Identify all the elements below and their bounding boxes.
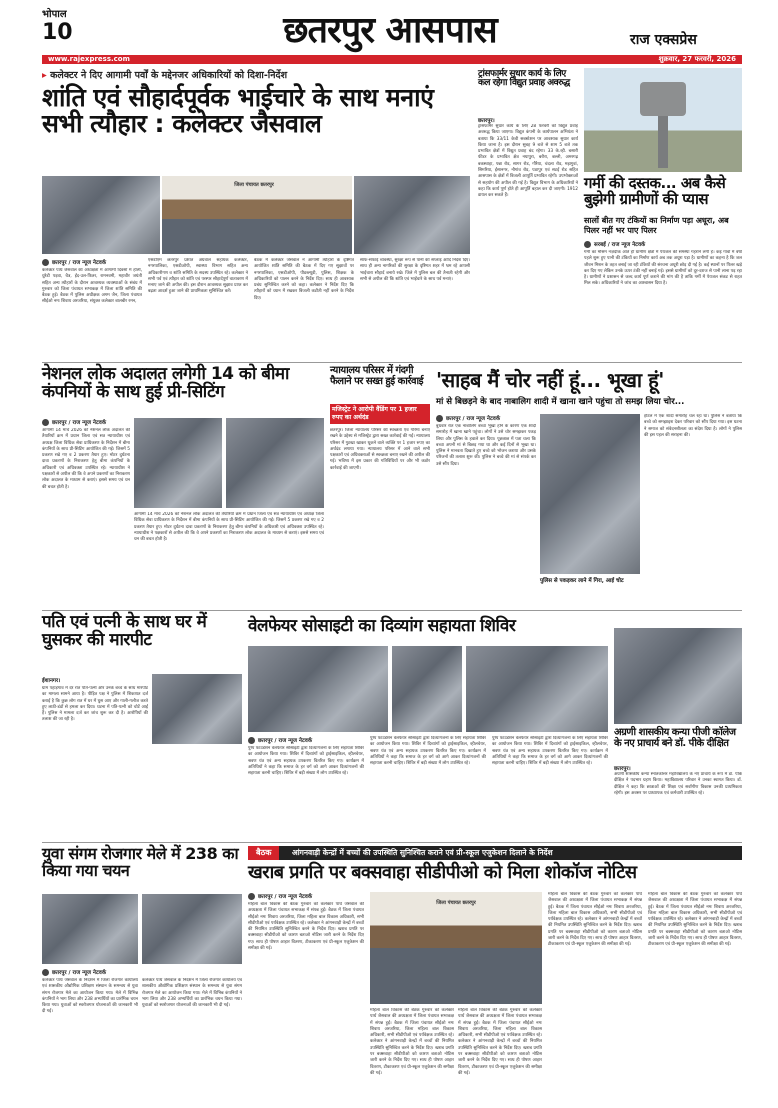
article-body: बुधवार रात एक नाबालिग बच्चा भूखा होने के कारण एक शादी समारोह में खाना खाने पहुंचा। लोगों ने उसे चोर समझकर पकड़ लिया और पुलिस के हवाले कर दिया। पूछताछ में पता चला कि बच्चा अपनी मां से बिछड़ गया था और कई दिनों से भूखा था। पुलिस ने मानवता दिखाते हुए बच्चे को भोजन कराया और उसके परिजनों की तलाश शुरू की। पुलिस ने बच्चे की मां से संपर्क कर उसे सौंप दिया। [436,424,536,467]
byline: सरबई / राज न्यूज नेटवर्क [584,240,742,248]
photo-caption: पुलिस से पकड़कर लाने में गिरा, आई चोट [540,578,624,584]
masthead [0,0,778,63]
story-college [614,614,742,840]
reporter-icon [436,415,443,422]
headline: खराब प्रगति पर बक्सवाहा सीडीपीओ को मिला शोकॉज नोटिस [248,862,637,883]
headline: युवा संगम रोजगार मेले में 238 का किया गया चयन [42,844,239,880]
headline: अग्रणी शासकीय कन्या पीजी कॉलेज के नए प्राचार्य बने डॉ. पीके दीक्षित [614,727,736,749]
headline: 'साहब मैं चोर नहीं हूं... भूखा हूं' [436,368,664,392]
article-col-3: बैठक में कलेक्टर जैसवाल ने आगामी त्यौहारों के दृष्टिगत आयोजित शांति समिति की बैठक में दिए गए सुझावों पर नगरपालिका, एसडीओपी, पीडब्ल्यूडी, पुलिस, शिक्षक के अधिकारियों को पालन करने के निर्देश दिए। साथ ही आवश्यक प्रबंध सुनिश्चित करने को कहा। कलेक्टर ने निर्देश दिए कि त्यौहारों को ध्यान में रखकर बिजली कटौती नहीं करने के निर्देश दिए। [254,258,354,301]
camp-photo-1 [248,646,388,732]
article-body-3: महिला बाल विकास की बैठक गुरुवार को कलेक्टर पार्थ जैसवाल की अध्यक्षता में जिला पंचायत सभाकक्ष में संपन्न हुई। बैठक में जिला पंचायत सीईओ नमः शिवाय अरजरिया, जिला महिला बाल विकास अधिकारी, सभी सीडीपीओ एवं पर्यवेक्षक उपस्थित रहे। कलेक्टर ने आंगनवाड़ी केन्द्रों में बच्चों की नियमित उपस्थिति सुनिश्चित करने के निर्देश दिए। खराब प्रगति पर बक्सवाहा सीडीपीओ को कारण बताओ नोटिस जारी करने के निर्देश दिए गए। साथ ही पोषण आहार वितरण, टीकाकरण एवं प्री-स्कूल एजुकेशन की समीक्षा की गई। [458,1008,542,1076]
story-husband [42,614,242,840]
photo-sign: जिला पंचायत छतरपुर [234,182,274,188]
article-body: अग्रणी शासकीय कन्या स्नातकोत्तर महाविद्यालय के नए प्राचार्य के रूप में डॉ. पीके दीक्षित ने पदभार ग्रहण किया। महाविद्यालय परिवार ने उनका स्वागत किया। डॉ. दीक्षित ने कहा कि छात्राओं की शिक्षा एवं सर्वांगीण विकास उनकी प्राथमिकता रहेगी। इस अवसर पर प्राध्यापक एवं कर्मचारी उपस्थित रहे। [614,772,742,796]
headline: पति एवं पत्नी के साथ घर में घुसकर की मारपीट [42,612,207,650]
article-col-1: कलेक्टर पार्थ जैसवाल की अध्यक्षता में आगामी दिवसों में होली, धुरेडी पड़वा, चैत्र, ईद-उल-फितर, रामनवमी, महावीर जयंती सहित अन्य त्यौहारों के दौरान आवश्यक व्यवस्थाओं के संबंध में गुरुवार को जिला पंचायत सभाकक्ष में जिला शांति समिति की बैठक हुई। बैठक में पुलिस अधीक्षक अगम जैन, जिला पंचायत सीईओ नमः शिवाय अरजरिया, संयुक्त कलेक्टर बालबीर रमन, [42,268,142,305]
article-body: कलेक्टर पार्थ जैसवाल के निर्देशन में जिला रोजगार कार्यालय एवं शासकीय औद्योगिक प्रशिक्षण संस्थान के समन्वय से युवा संगम रोजगार मेले का आयोजन किया गया। मेले में विभिन्न कंपनियों ने भाग लिया और 238 अभ्यर्थियों का प्रारंभिक चयन किया गया। युवाओं को स्वरोजगार योजनाओं की जानकारी भी दी गई। [42,978,138,1015]
headline: गर्मी की दस्तक... अब कैसे बुझेगी ग्रामीणों की प्यास [584,174,726,208]
kicker: आंगनवाड़ी केन्द्रों में बच्चों की उपस्थिति सुनिश्चित कराने एवं प्री-स्कूल एजुकेशन दिलाने के निर्देश [292,848,553,857]
story-lok-adalat [42,366,324,606]
story-welfare [248,614,608,840]
article-body-2: महिला बाल विकास की बैठक गुरुवार को कलेक्टर पार्थ जैसवाल की अध्यक्षता में जिला पंचायत सभाकक्ष में संपन्न हुई। बैठक में जिला पंचायत सीईओ नमः शिवाय अरजरिया, जिला महिला बाल विकास अधिकारी, सभी सीडीपीओ एवं पर्यवेक्षक उपस्थित रहे। कलेक्टर ने आंगनवाड़ी केन्द्रों में बच्चों की नियमित उपस्थिति सुनिश्चित करने के निर्देश दिए। खराब प्रगति पर बक्सवाहा सीडीपीओ को कारण बताओ नोटिस जारी करने के निर्देश दिए गए। साथ ही पोषण आहार वितरण, टीकाकरण एवं प्री-स्कूल एजुकेशन की समीक्षा की गई। [370,1008,454,1076]
article-body-2: पुष्प फाउंडेशन वेलफेयर सोसाइटी द्वारा दिव्यांगजनों के लिए सहायता शिविर का आयोजन किया गया। शिविर में दिव्यांगों को ट्राईसाइकिल, व्हीलचेयर, श्रवण यंत्र एवं अन्य सहायक उपकरण वितरित किए गए। कार्यक्रम में अतिथियों ने कहा कि समाज के हर वर्ग को आगे आकर दिव्यांगजनों की सहायता करनी चाहिए। शिविर में बड़ी संख्या में लोग उपस्थित रहे। [370,736,486,767]
story-transformer [478,68,578,358]
tank-pillar [658,116,668,168]
presitting-photo-1 [134,418,222,508]
story-collector [42,68,470,360]
byline: छतरपुर / राज न्यूज नेटवर्क [42,258,160,266]
byline: छतरपुर / राज न्यूज नेटवर्क [248,736,368,744]
headline: वेलफेयर सोसाइटी का दिव्यांग सहायता शिविर [248,616,516,636]
meeting-photo [42,176,160,254]
article-col-4: साफ-सफाई व्यवस्था, सुरक्षा रूप से पानी की सप्लाई आदि निर्देश दिए। साथ ही अन्य नागरिकों की सुरक्षा के दृष्टिगत शहर में भ्रम रहे आपसी भाईचारा सौहार्द बनाये रखे। जिले में पुलिस बल की तैनाती रहेगी और सभी से अपील की कि शांति एवं भाईचारे के साथ पर्व मनाएं। [360,258,470,282]
article-body: पुष्प फाउंडेशन वेलफेयर सोसाइटी द्वारा दिव्यांगजनों के लिए सहायता शिविर का आयोजन किया गया। शिविर में दिव्यांगों को ट्राईसाइकिल, व्हीलचेयर, श्रवण यंत्र एवं अन्य सहायक उपकरण वितरित किए गए। कार्यक्रम में अतिथियों ने कहा कि समाज के हर वर्ग को आगे आकर दिव्यांगजनों की सहायता करनी चाहिए। शिविर में बड़ी संख्या में लोग उपस्थित रहे। [248,746,364,777]
story-yuva [42,846,242,1102]
article-body-cont: आगामी 14 मार्च 2026 को नेशनल लोक अदालत की तैयारियों क्रम में प्रधान जिला एवं सत्र न्यायाधीश एवं अध्यक्ष जिला विधिक सेवा प्राधिकरण के निर्देशन में बीमा कंपनियों के साथ प्री-सिटिंग आयोजित की गई। जिसमें 5 प्रकरण रखे गए व 2 प्रकरण तैयार हुए। मोटर दुर्घटना दावा प्रकरणों के निराकरण हेतु बीमा कंपनियों के अधिकारी एवं अधिवक्ता उपस्थित रहे। न्यायाधीश ने पक्षकारों से अपील की कि वे अपने प्रकरणों का निराकरण लोक अदालत के माध्यम से कराएं। इससे समय एवं धन की बचत होती है। [134,512,324,543]
byline: छतरपुर / राज न्यूज नेटवर्क [42,968,162,976]
headline: न्यायालय परिसर में गंदगी फैलाने पर सख्त हुई कार्रवाई [330,365,424,387]
divider [42,362,742,363]
page-number: 10 [42,20,73,45]
presitting-photo-2 [226,418,324,508]
byline: छतरपुर / राज न्यूज नेटवर्क [436,414,536,422]
article-body-2: कलेक्टर पार्थ जैसवाल के निर्देशन में जिला रोजगार कार्यालय एवं शासकीय औद्योगिक प्रशिक्षण संस्थान के समन्वय से युवा संगम रोजगार मेले का आयोजन किया गया। मेले में विभिन्न कंपनियों ने भाग लिया और 238 अभ्यर्थियों का प्रारंभिक चयन किया गया। युवाओं को स्वरोजगार योजनाओं की जानकारी भी दी गई। [142,978,242,1009]
divider [42,610,742,611]
issue-date: शुक्रवार, 27 फरवरी, 2026 [658,55,736,63]
subheadline: मां से बिछड़ने के बाद नाबालिग शादी में खाना खाने पहुंचा तो समझ लिया चोर... [436,397,685,407]
byline: ईशानगर। [42,678,61,684]
job-fair-photo-1 [42,894,138,964]
article-body: छतरपुर। जिला न्यायालय परिसर की स्वच्छता एवं गरिमा बनाए रखने के उद्देश्य से मजिस्ट्रेट द्वारा सख्त कार्रवाई की गई। न्यायालय परिसर में गुटखा खाकर थूकने वाले व्यक्ति पर 1 हजार रुपए का अर्थदंड लगाया गया। न्यायालय परिसर में आने वाले सभी पक्षकारों एवं अधिवक्ताओं से स्वच्छता बनाए रखने की अपील की गई। भविष्य में इस प्रकार की गतिविधियों पर और भी कठोर कार्रवाई की जाएगी। [330,428,430,471]
reporter-icon [42,419,49,426]
article-body-5: महिला बाल विकास की बैठक गुरुवार को कलेक्टर पार्थ जैसवाल की अध्यक्षता में जिला पंचायत सभाकक्ष में संपन्न हुई। बैठक में जिला पंचायत सीईओ नमः शिवाय अरजरिया, जिला महिला बाल विकास अधिकारी, सभी सीडीपीओ एवं पर्यवेक्षक उपस्थित रहे। कलेक्टर ने आंगनवाड़ी केन्द्रों में बच्चों की नियमित उपस्थिति सुनिश्चित करने के निर्देश दिए। खराब प्रगति पर बक्सवाहा सीडीपीओ को कारण बताओ नोटिस जारी करने के निर्देश दिए गए। साथ ही पोषण आहार वितरण, टीकाकरण एवं प्री-स्कूल एजुकेशन की समीक्षा की गई। [648,892,742,948]
principal-photo [614,628,742,724]
article-body: ट्रांसफार्मर सुधार कार्य के लिए 28 फरवरी को विद्युत प्रवाह अवरुद्ध किया जाएगा। विद्युत कंपनी के कार्यपालन अभियंता ने बताया कि 33/11 केवी सबस्टेशन पर आवश्यक सुधार कार्य किया जाना है। इस दौरान सुबह 9 बजे से शाम 5 बजे तक प्रभावित क्षेत्रों में विद्युत प्रवाह बंद रहेगा। 33 के.व्ही. बसारी फीडर के प्रभावित क्षेत्र नयापुरा, बरौरा, बल्ली, अमरगढ़ बकस्वाहा, पन्ना रोड, सागर रोड, गौरैया, चंदला रोड, मझगुवां, सिमरिया, ईसानगर, नौगांव रोड, पठापुर एवं सटई रोड सहित आसपास के क्षेत्रों में बिजली आपूर्ति प्रभावित रहेगी। उपभोक्ताओं से सहयोग की अपील की गई है। विद्युत विभाग के अधिकारियों ने कहा कि कार्य पूर्ण होते ही आपूर्ति बहाल कर दी जाएगी। 1912 डायल कर सकते हैं। [478,124,578,199]
meeting-photo-main [162,176,352,254]
masthead-bar [42,55,742,64]
highlight-box: मजिस्ट्रेट ने आरोपी वैंडिंग पर 1 हजार रुपए का अर्थदंड [330,404,430,424]
story-saheb [436,366,742,606]
byline: छतरपुर / राज न्यूज नेटवर्क [42,418,132,426]
website-link[interactable]: www.rajexpress.com [48,55,130,63]
photo-sign: जिला पंचायत छतरपुर [436,900,476,906]
story-court [330,366,430,606]
kicker-arrow-icon: ▸ [42,70,51,81]
headline: शांति एवं सौहार्दपूर्वक भाईचारे के साथ मनाएं सभी त्यौहार : कलेक्टर जैसवाल [42,83,434,139]
subheadline: सालों बीत गए टंकियों का निर्माण पड़ा अधूरा, अब पिलर नहीं भर पाए पिलर [584,216,729,235]
section-label: बैठक [248,846,279,860]
kicker: ▸ कलेक्टर ने दिए आगामी पर्वों के मद्देनजर अधिकारियों को दिशा-निर्देश [42,70,288,81]
divider [42,842,742,843]
article-body: आगामी 14 मार्च 2026 को नेशनल लोक अदालत की तैयारियों क्रम में प्रधान जिला एवं सत्र न्यायाधीश एवं अध्यक्ष जिला विधिक सेवा प्राधिकरण के निर्देशन में बीमा कंपनियों के साथ प्री-सिटिंग आयोजित की गई। जिसमें 5 प्रकरण रखे गए व 2 प्रकरण तैयार हुए। मोटर दुर्घटना दावा प्रकरणों के निराकरण हेतु बीमा कंपनियों के अधिकारी एवं अधिवक्ता उपस्थित रहे। न्यायाधीश ने पक्षकारों से अपील की कि वे अपने प्रकरणों का निराकरण लोक अदालत के माध्यम से कराएं। इससे समय एवं धन की बचत होती है। [42,428,130,490]
story-water [584,68,742,358]
byline: छतरपुर। [614,766,631,772]
article-body-3: पुष्प फाउंडेशन वेलफेयर सोसाइटी द्वारा दिव्यांगजनों के लिए सहायता शिविर का आयोजन किया गया। शिविर में दिव्यांगों को ट्राईसाइकिल, व्हीलचेयर, श्रवण यंत्र एवं अन्य सहायक उपकरण वितरित किए गए। कार्यक्रम में अतिथियों ने कहा कि समाज के हर वर्ग को आगे आकर दिव्यांगजनों की सहायता करनी चाहिए। शिविर में बड़ी संख्या में लोग उपस्थित रहे। [492,736,608,767]
reporter-icon [42,969,49,976]
byline: छतरपुर। [478,118,495,124]
article-col-2: एसडीएम छतरपुर प्रशांत अग्रवाल सहायक कलेक्टर, नगरपालिका, एसडीओपी, स्वास्थ्य विभाग सहित अन्य अधिकारीगण व शांति समिति के सदस्य उपस्थित रहे। कलेक्टर ने सभी पर्व एवं त्यौहार को शांति एवं परस्पर सौहार्दपूर्ण वातावरण में मनाए जाने की अपील की। इस दौरान आवश्यक सुझाव प्राप्त कर बढ़ता आदर्श हुआ जाने की प्राथमिकता सुनिश्चित करें। [148,258,248,295]
page-city: भोपाल [42,9,67,20]
article-body-4: महिला बाल विकास की बैठक गुरुवार को कलेक्टर पार्थ जैसवाल की अध्यक्षता में जिला पंचायत सभाकक्ष में संपन्न हुई। बैठक में जिला पंचायत सीईओ नमः शिवाय अरजरिया, जिला महिला बाल विकास अधिकारी, सभी सीडीपीओ एवं पर्यवेक्षक उपस्थित रहे। कलेक्टर ने आंगनवाड़ी केन्द्रों में बच्चों की नियमित उपस्थिति सुनिश्चित करने के निर्देश दिए। खराब प्रगति पर बक्सवाहा सीडीपीओ को कारण बताओ नोटिस जारी करने के निर्देश दिए गए। साथ ही पोषण आहार वितरण, टीकाकरण एवं प्री-स्कूल एजुकेशन की समीक्षा की गई। [548,892,642,948]
camp-photo-3 [466,646,608,732]
victims-photo [152,674,242,744]
paper-name: राज एक्सप्रेस [630,32,697,48]
kicker-bar [248,846,742,860]
boy-photo [540,414,640,574]
headline: ट्रांसफार्मर सुधार कार्य के लिए कल रहेगा विद्युत प्रवाह अवरुद्ध [478,69,570,89]
water-tank-photo [584,68,742,172]
camp-photo-2 [392,646,462,732]
article-side: होटल में एक शादी समारोह चल रहा था। पुलिस ने बताया कि बच्चे को समझाइश देकर परिवार को सौंप दिया गया। इस घटना ने समाज को संवेदनशीलता का संदेश दिया है। लोगों ने पुलिस की इस पहल की सराहना की। [644,414,742,438]
story-baithak [248,846,742,1102]
section-title: छतरपुर आसपास [283,10,497,51]
reporter-icon [42,259,49,266]
article-body: महिला बाल विकास की बैठक गुरुवार को कलेक्टर पार्थ जैसवाल की अध्यक्षता में जिला पंचायत सभाकक्ष में संपन्न हुई। बैठक में जिला पंचायत सीईओ नमः शिवाय अरजरिया, जिला महिला बाल विकास अधिकारी, सभी सीडीपीओ एवं पर्यवेक्षक उपस्थित रहे। कलेक्टर ने आंगनवाड़ी केन्द्रों में बच्चों की नियमित उपस्थिति सुनिश्चित करने के निर्देश दिए। खराब प्रगति पर बक्सवाहा सीडीपीओ को कारण बताओ नोटिस जारी करने के निर्देश दिए गए। साथ ही पोषण आहार वितरण, टीकाकरण एवं प्री-स्कूल एजुकेशन की समीक्षा की गई। [248,902,364,952]
article-body: ग्राम पहाड़गांव में देर रात पति-पत्नी और उनके बच्चे के साथ मारपीट का मामला सामने आया है। पीड़ित पक्ष ने पुलिस में शिकायत दर्ज कराई है कि कुछ लोग रात में घर में घुस आए और गाली-गलौज करते हुए लाठी-डंडों से हमला कर दिया। घटना में पति-पत्नी को चोटें आई हैं। पुलिस ने मामला दर्ज कर जांच शुरू कर दी है। आरोपियों की तलाश की जा रही है। [42,686,148,723]
headline: नेशनल लोक अदालत लगेगी 14 को बीमा कंपनियों के साथ हुई प्री-सिटिंग [42,364,289,402]
reporter-icon [584,241,591,248]
reporter-icon [248,893,255,900]
tank-shape [640,82,686,116]
meeting-photo-2 [354,176,470,254]
meeting-photo [370,892,542,1004]
byline: छतरपुर / राज न्यूज नेटवर्क [248,892,368,900]
job-fair-photo-2 [142,894,242,964]
article-body: गर्मी का मौसम नज़दीक आते ही ग्रामीण क्षेत्रों में पेयजल की समस्या गहराने लगी है। कई गांवों में वर्षों पहले शुरू हुए पानी की टंकियों का निर्माण कार्य अब तक अधूरा पड़ा है। ग्रामीणों का कहना है कि जल जीवन मिशन के तहत बनाई जा रही टंकियों की संरचना अधूरी छोड़ दी गई है। कई स्थानों पर पिलर खड़े कर दिए गए लेकिन उनके ऊपर टंकी नहीं बनाई गई। इससे ग्रामीणों को दूर-दराज से पानी लाना पड़ रहा है। ग्रामीणों ने प्रशासन से जल्द कार्य पूर्ण कराने की मांग की है ताकि गर्मी में पेयजल संकट से राहत मिल सके। अधिकारियों ने जांच का आश्वासन दिया है। [584,250,742,287]
reporter-icon [248,737,255,744]
